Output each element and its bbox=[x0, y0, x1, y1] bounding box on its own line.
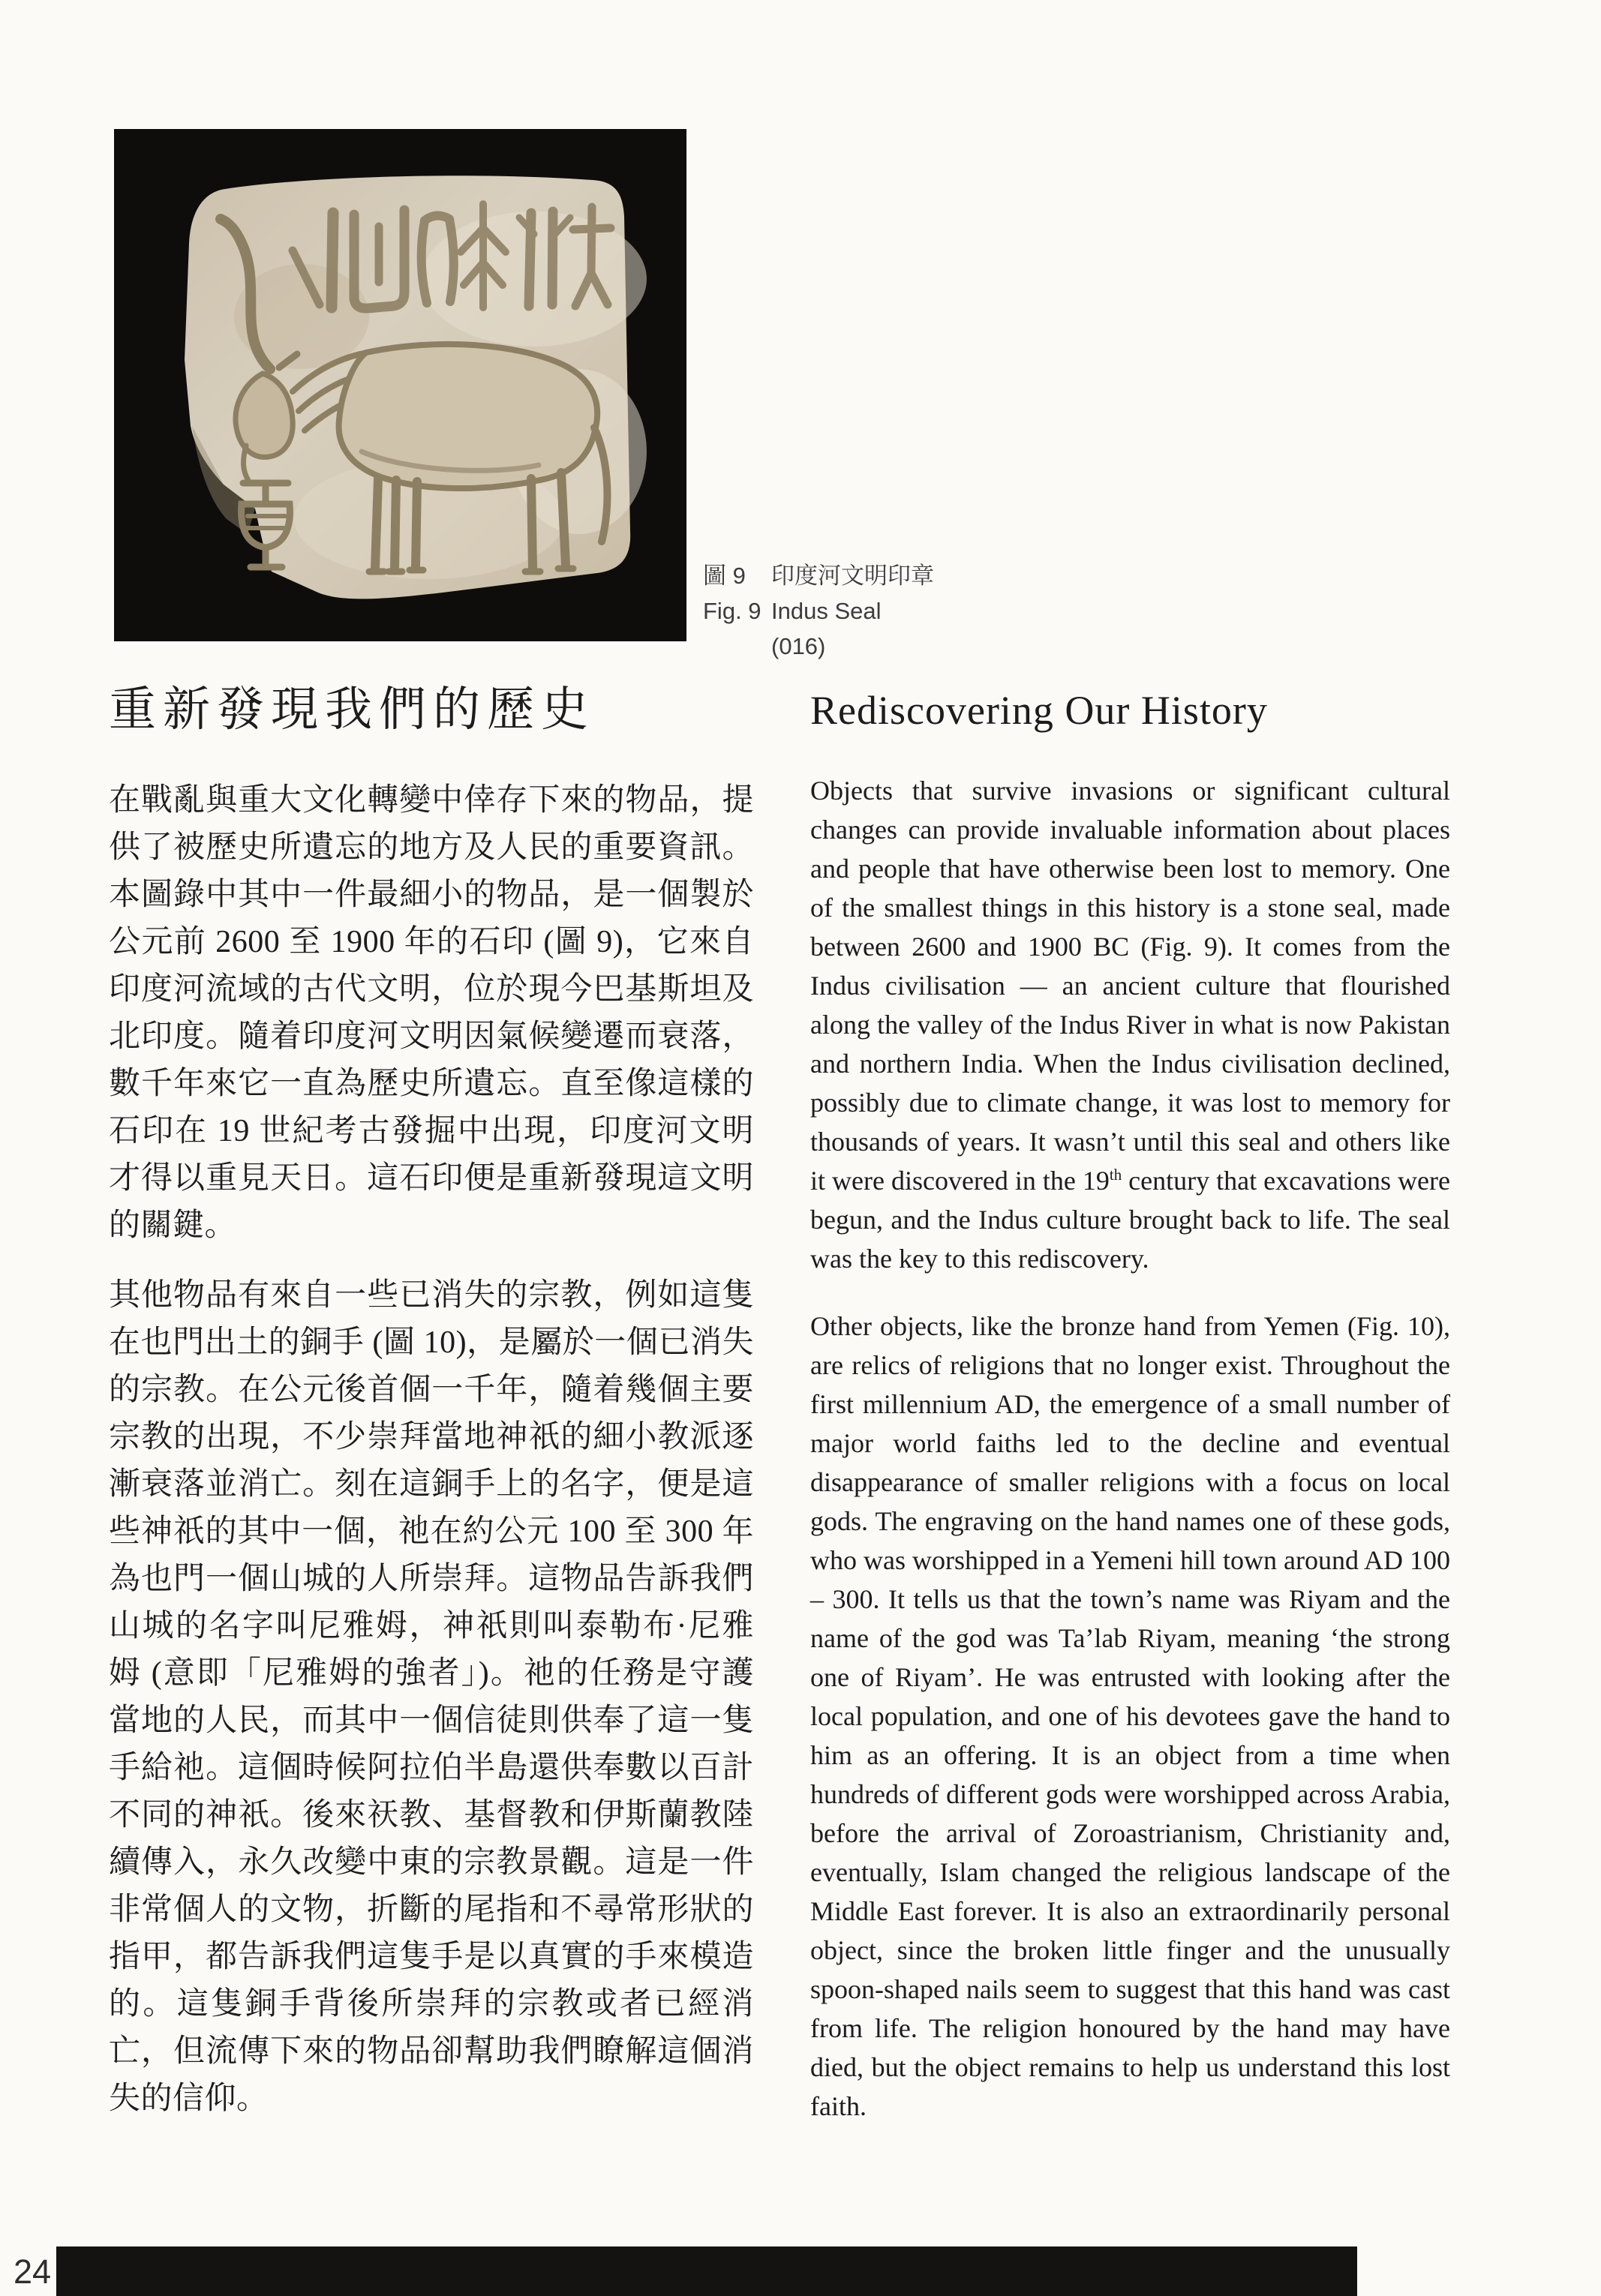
chinese-paragraph-2: 其他物品有來自一些已消失的宗教，例如這隻在也門出土的銅手 (圖 10)，是屬於一個已消失的宗教。在公元後首個一千年，隨着幾個主要宗教的出現，不少崇拜當地神祇的細小教派逐漸衰落並消亡。刻在這銅手上的名字，便是這些神祇的其中一個，祂在約公元 100 至 300 年為也門一個山城的人所崇拜。這物品告訴我們山城的名字叫尼雅姆，神祇則叫泰勒布·尼雅姆 (意即「尼雅姆的強者」)。祂的任務是守護當地的人民，而其中一個信徒則供奉了這一隻手給祂。這個時候阿拉伯半島還供奉數以百計不同的神祇。後來祆教、基督教和伊斯蘭教陸續傳入，永久改變中東的宗教景觀。這是一件非常個人的文物，折斷的尾指和不尋常形狀的指甲，都告訴我們這隻手是以真實的手來模造的。這隻銅手背後所崇拜的宗教或者已經消亡，但流傳下來的物品卻幫助我們瞭解這個消失的信仰。 bbox=[109, 1278, 754, 2116]
figure-label-en: Fig. 9 bbox=[703, 598, 761, 624]
figure-caption-labels bbox=[703, 558, 761, 629]
figure-title-zh: 印度河文明印章 bbox=[771, 563, 934, 589]
english-paragraph-1 bbox=[810, 771, 1450, 1278]
figure-caption-titles bbox=[771, 558, 934, 664]
paragraph-text: century that excavations were begun, and the Indus culture brought back to life. The seal was the key to this rediscovery. bbox=[810, 1166, 1450, 1274]
indus-seal-photo bbox=[114, 129, 686, 641]
ordinal-superscript: th bbox=[1109, 1166, 1122, 1184]
chinese-heading: 重新發現我們的歷史 bbox=[109, 683, 595, 736]
figure-label-zh: 圖 9 bbox=[703, 563, 746, 589]
figure-title-en: Indus Seal bbox=[771, 598, 882, 624]
english-paragraph-2: Other objects, like the bronze hand from Yemen (Fig. 10), are relics of religions that no longer exist. Throughout the first millennium AD, the emergence of a small number of major world faiths led to the decline and eventual disappearance of smaller religions with a focus on local gods. The engraving on the hand names one of these gods, who was worshipped in a Yemeni hill town around AD 100 – 300. It tells us that the town’s name was Riyam and the name of the god was Ta’lab Riyam, meaning ‘the strong one of Riyam’. He was entrusted with looking after the local population, and one of his devotees gave the hand to him as an offering. It is an object from a time when hundreds of different gods were worshipped across Arabia, before the arrival of Zoroastrianism, Christianity and, eventually, Islam changed the religious landscape of the Middle East forever. It is also an extraordinarily personal object, since the broken little finger and the unusually spoon-shaped nails seem to suggest that this hand was cast from life. The religion honoured by the hand may have died, but the object remains to help us understand this lost faith. bbox=[810, 1311, 1450, 2121]
indus-seal-illustration bbox=[114, 129, 686, 641]
chinese-paragraph-1: 在戰亂與重大文化轉變中倖存下來的物品，提供了被歷史所遺忘的地方及人民的重要資訊。本圖錄中其中一件最細小的物品，是一個製於公元前 2600 至 1900 年的石印 (圖 9)，它來自印度河流域的古代文明，位於現今巴基斯坦及北印度。隨着印度河文明因氣候變遷而衰落，數千年來它一直為歷史所遺忘。直至像這樣的石印在 19 世紀考古發掘中出現，印度河文明才得以重見天日。這石印便是重新發現這文明的關鍵。 bbox=[109, 783, 754, 1243]
english-column bbox=[810, 684, 1450, 2126]
english-heading: Rediscovering Our History bbox=[810, 688, 1268, 733]
chinese-column bbox=[109, 680, 754, 2123]
page-number: 24 bbox=[14, 2252, 52, 2291]
figure-catalog-number: (016) bbox=[771, 633, 826, 659]
footer-bar bbox=[56, 2246, 1357, 2296]
paragraph-text: Objects that survive invasions or significant cultural changes can provide invaluable information about places and people that have otherwise been lost to memory. One of the smallest things in this history is a stone seal, made between 2600 and 1900 BC (Fig. 9). It comes from the Indus civilisation — an ancient culture that flourished along the valley of the Indus River in what is now Pakistan and northern India. When the Indus civilisation declined, possibly due to climate change, it was lost to memory for thousands of years. It wasn’t until this seal and others like it were discovered in the 19 bbox=[810, 776, 1450, 1196]
